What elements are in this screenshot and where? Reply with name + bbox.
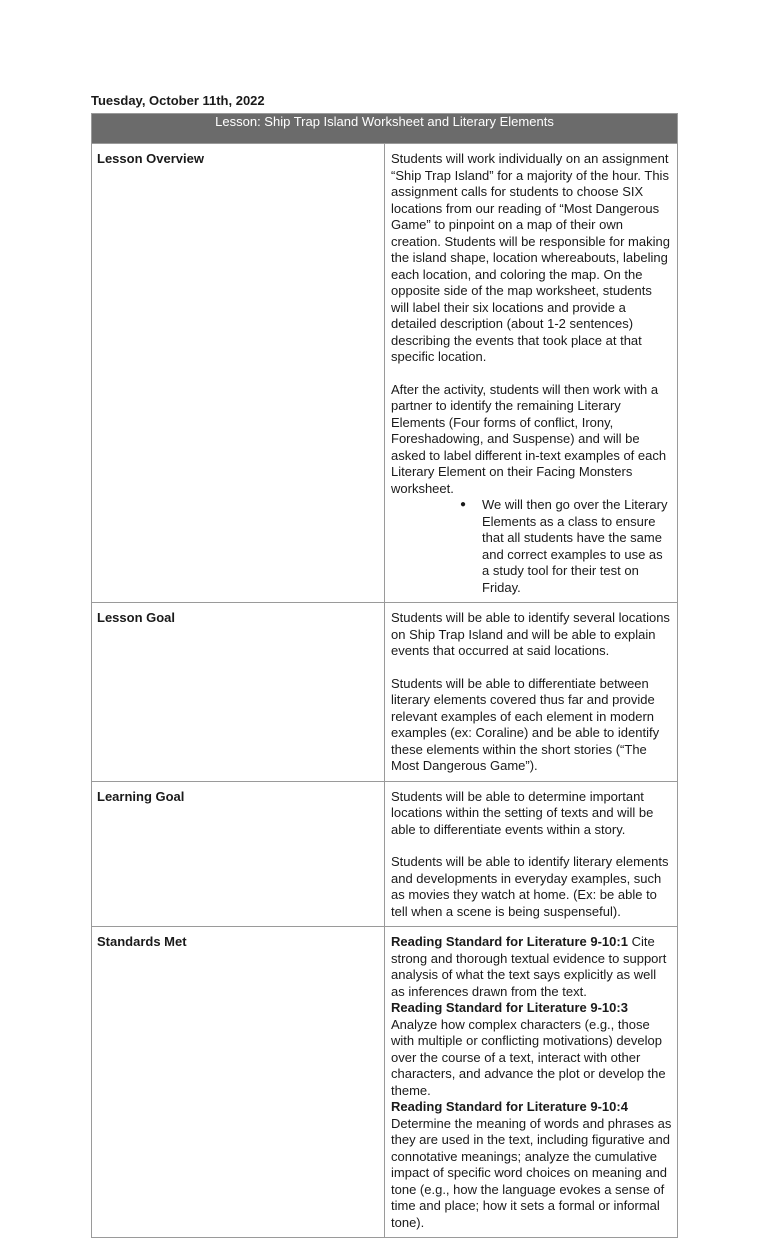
row-label-lesson-goal: Lesson Goal xyxy=(92,603,385,782)
lesson-goal-paragraph-2: Students will be able to differentiate between literary elements covered thus far and provide relevant examples of each element in modern examples (ex: Coraline) and be able to identify these elements within the short stories (“The Most Dangerous Game”). xyxy=(391,675,660,773)
table-row-standards-met xyxy=(92,927,678,1238)
row-label-learning-goal: Learning Goal xyxy=(92,781,385,927)
standard-code: Reading Standard for Literature 9-10:1 xyxy=(391,934,628,949)
row-content-lesson-overview xyxy=(385,144,678,603)
overview-paragraph-1: Students will work individually on an assignment “Ship Trap Island” for a majority of the hour. This assignment calls for students to choose SIX locations from our reading of “Most Dangerous Game” to pinpoint on a map of their own creation. Students will be responsible for making the island shape, location whereabouts, labeling each location, and coloring the map. On the opposite side of the map worksheet, students will label their six locations and provide a detailed description (about 1-2 sentences) describing the events that took place at that specific location. xyxy=(391,151,670,364)
standard-item xyxy=(391,934,672,1000)
lesson-plan-table xyxy=(91,113,678,1238)
table-header-row xyxy=(92,114,678,144)
standard-text: Cite strong and thorough textual evidence to support analysis of what the text says explicitly as well as inferences drawn from the text. xyxy=(391,934,667,999)
list-item xyxy=(391,497,672,596)
learning-goal-paragraph-1: Students will be able to determine important locations within the setting of texts and will be able to differentiate events within a story. xyxy=(391,788,654,837)
standard-item xyxy=(391,1099,672,1231)
table-row-lesson-overview xyxy=(92,144,678,603)
bullet-dot-icon: ● xyxy=(460,499,467,510)
overview-bullet-list xyxy=(391,497,672,596)
overview-bullet-text: We will then go over the Literary Elements as a class to ensure that all students have the same and correct examples to use as a study tool for their test on Friday. xyxy=(482,497,668,595)
lesson-title: Lesson: Ship Trap Island Worksheet and Literary Elements xyxy=(92,114,678,144)
row-label-standards-met: Standards Met xyxy=(92,927,385,1238)
standard-code: Reading Standard for Literature 9-10:4 xyxy=(391,1099,628,1114)
table-row-lesson-goal xyxy=(92,603,678,782)
standard-code: Reading Standard for Literature 9-10:3 xyxy=(391,1000,628,1015)
row-content-lesson-goal xyxy=(385,603,678,782)
standard-text: Determine the meaning of words and phrases as they are used in the text, including figurative and connotative meanings; analyze the cumulative impact of specific word choices on meaning and tone (e.g., how the language evokes a sense of time and place; how it sets a formal or informal tone). xyxy=(391,1115,672,1230)
row-content-standards-met xyxy=(385,927,678,1238)
standard-text: Analyze how complex characters (e.g., those with multiple or conflicting motivations) develop over the course of a text, interact with other characters, and advance the plot or develop the theme. xyxy=(391,1016,666,1098)
lesson-date: Tuesday, October 11th, 2022 xyxy=(91,93,265,108)
learning-goal-paragraph-2: Students will be able to identify literary elements and developments in everyday examples, such as movies they watch at home. (Ex: be able to tell when a scene is being suspenseful). xyxy=(391,854,669,919)
standard-item xyxy=(391,1000,672,1099)
row-content-learning-goal xyxy=(385,781,678,927)
overview-paragraph-2: After the activity, students will then work with a partner to identify the remaining Literary Elements (Four forms of conflict, Irony, Foreshadowing, and Suspense) and will be asked to label different in-text examples of each Literary Element on their Facing Monsters worksheet. xyxy=(391,381,667,496)
lesson-plan-page xyxy=(91,93,678,1238)
table-row-learning-goal xyxy=(92,781,678,927)
row-label-lesson-overview: Lesson Overview xyxy=(92,144,385,603)
lesson-goal-paragraph-1: Students will be able to identify several locations on Ship Trap Island and will be able to explain events that occurred at said locations. xyxy=(391,610,670,658)
